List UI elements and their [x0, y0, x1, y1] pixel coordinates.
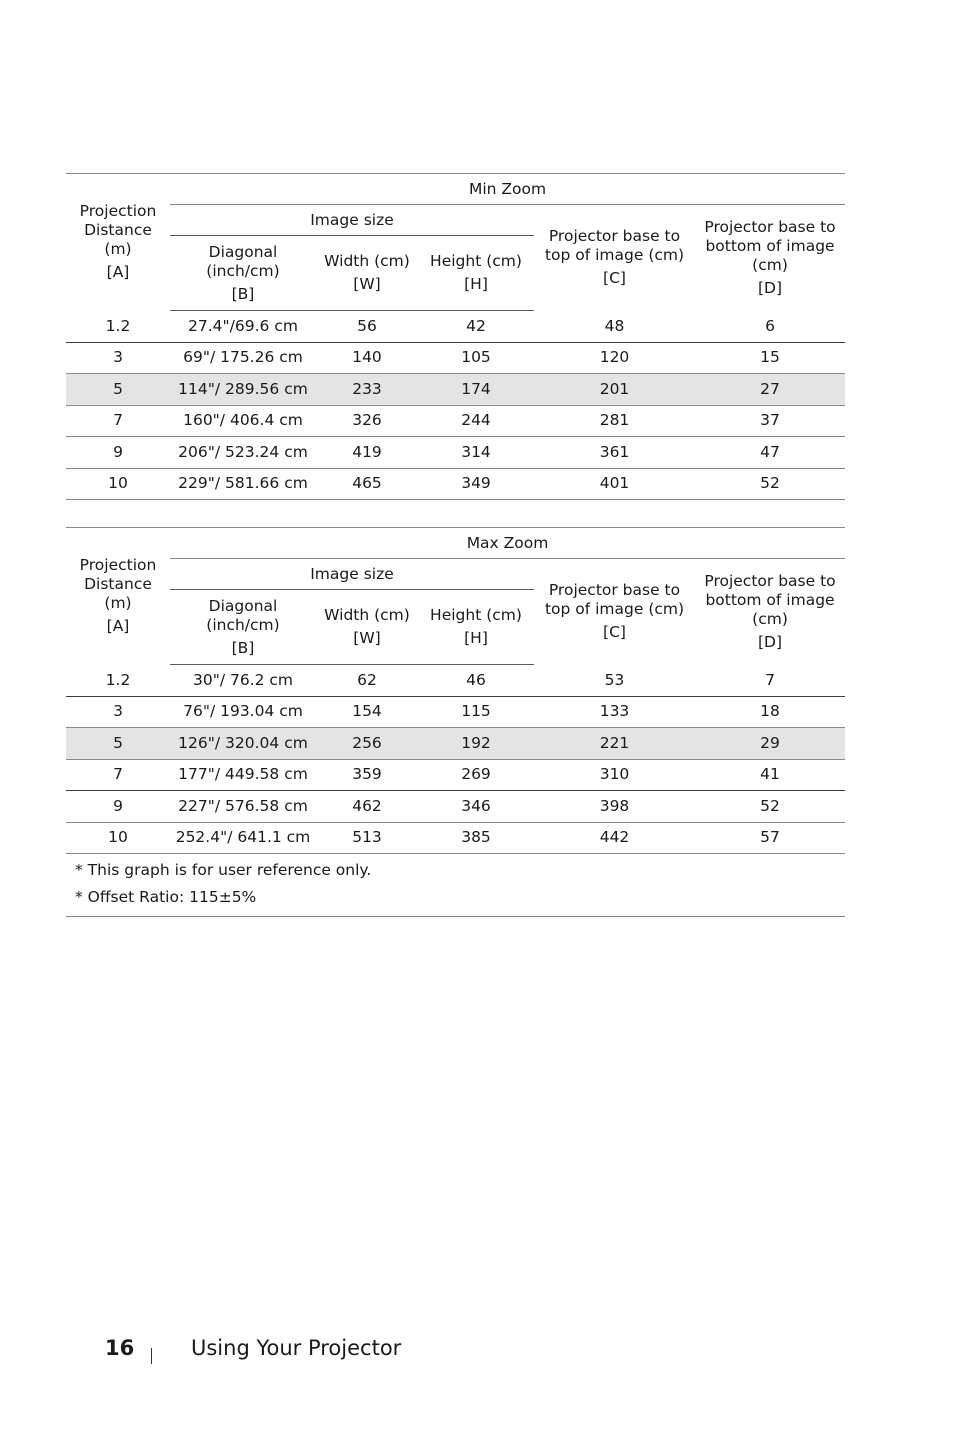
cell-top: 201 — [534, 374, 695, 406]
header-diagonal: Diagonal (inch/cm) [B] — [170, 590, 316, 665]
cell-top: 120 — [534, 342, 695, 374]
cell-top: 310 — [534, 759, 695, 791]
cell-distance: 7 — [66, 759, 170, 791]
cell-top: 221 — [534, 728, 695, 760]
cell-distance: 9 — [66, 791, 170, 823]
cell-distance: 3 — [66, 342, 170, 374]
cell-diagonal: 177"/ 449.58 cm — [170, 759, 316, 791]
cell-width: 513 — [316, 822, 418, 854]
table-row — [66, 728, 845, 760]
cell-height: 346 — [418, 791, 534, 823]
cell-top: 398 — [534, 791, 695, 823]
cell-bottom: 6 — [695, 311, 845, 343]
header-projection-distance: Projection Distance (m) [A] — [66, 174, 170, 311]
section-title: Using Your Projector — [191, 1336, 402, 1360]
cell-distance: 1.2 — [66, 665, 170, 697]
note-reference: * This graph is for user reference only. — [75, 861, 372, 879]
cell-width: 256 — [316, 728, 418, 760]
cell-height: 46 — [418, 665, 534, 697]
cell-height: 115 — [418, 696, 534, 728]
cell-height: 269 — [418, 759, 534, 791]
cell-distance: 10 — [66, 468, 170, 500]
cell-width: 359 — [316, 759, 418, 791]
header-image-size: Image size — [170, 205, 534, 236]
table-row — [66, 311, 845, 343]
cell-diagonal: 126"/ 320.04 cm — [170, 728, 316, 760]
cell-distance: 7 — [66, 405, 170, 437]
table-row — [66, 468, 845, 500]
cell-height: 105 — [418, 342, 534, 374]
cell-width: 326 — [316, 405, 418, 437]
page-number: 16 — [105, 1336, 135, 1360]
cell-bottom: 47 — [695, 437, 845, 469]
header-height: Height (cm) [H] — [418, 590, 534, 665]
cell-bottom: 37 — [695, 405, 845, 437]
cell-width: 233 — [316, 374, 418, 406]
cell-diagonal: 229"/ 581.66 cm — [170, 468, 316, 500]
cell-top: 48 — [534, 311, 695, 343]
header-bottom-of-image: Projector base to bottom of image (cm) [D] — [704, 571, 836, 651]
cell-bottom: 15 — [695, 342, 845, 374]
cell-top: 53 — [534, 665, 695, 697]
footer-divider — [151, 1348, 152, 1364]
cell-width: 465 — [316, 468, 418, 500]
cell-height: 42 — [418, 311, 534, 343]
cell-distance: 3 — [66, 696, 170, 728]
header-width: Width (cm) [W] — [316, 236, 418, 311]
table-row — [66, 665, 845, 697]
header-projection-distance: Projection Distance (m) [A] — [66, 528, 170, 665]
cell-diagonal: 30"/ 76.2 cm — [170, 665, 316, 697]
header-diagonal: Diagonal (inch/cm) [B] — [170, 236, 316, 311]
cell-bottom: 29 — [695, 728, 845, 760]
table-notes — [66, 853, 845, 917]
zoom-label: Max Zoom — [170, 528, 845, 559]
cell-width: 462 — [316, 791, 418, 823]
cell-top: 401 — [534, 468, 695, 500]
header-image-size: Image size — [170, 559, 534, 590]
header-top-of-image: Projector base to top of image (cm) [C] — [544, 227, 685, 288]
min-zoom-table — [66, 173, 845, 500]
cell-width: 62 — [316, 665, 418, 697]
cell-diagonal: 227"/ 576.58 cm — [170, 791, 316, 823]
cell-height: 192 — [418, 728, 534, 760]
cell-diagonal: 76"/ 193.04 cm — [170, 696, 316, 728]
header-top-of-image: Projector base to top of image (cm) [C] — [544, 581, 685, 642]
cell-distance: 5 — [66, 374, 170, 406]
cell-width: 140 — [316, 342, 418, 374]
table-row — [66, 437, 845, 469]
table-row — [66, 791, 845, 823]
cell-diagonal: 27.4"/69.6 cm — [170, 311, 316, 343]
cell-top: 281 — [534, 405, 695, 437]
table-row — [66, 405, 845, 437]
cell-width: 154 — [316, 696, 418, 728]
cell-height: 349 — [418, 468, 534, 500]
cell-bottom: 52 — [695, 468, 845, 500]
header-height: Height (cm) [H] — [418, 236, 534, 311]
header-width: Width (cm) [W] — [316, 590, 418, 665]
cell-width: 56 — [316, 311, 418, 343]
table-row — [66, 342, 845, 374]
cell-bottom: 27 — [695, 374, 845, 406]
cell-height: 244 — [418, 405, 534, 437]
cell-diagonal: 160"/ 406.4 cm — [170, 405, 316, 437]
table-row — [66, 759, 845, 791]
cell-width: 419 — [316, 437, 418, 469]
table-row — [66, 696, 845, 728]
cell-distance: 9 — [66, 437, 170, 469]
cell-bottom: 57 — [695, 822, 845, 854]
cell-diagonal: 206"/ 523.24 cm — [170, 437, 316, 469]
max-zoom-table — [66, 527, 845, 854]
zoom-label: Min Zoom — [170, 174, 845, 205]
cell-distance: 1.2 — [66, 311, 170, 343]
cell-diagonal: 114"/ 289.56 cm — [170, 374, 316, 406]
table-row — [66, 822, 845, 854]
header-bottom-of-image: Projector base to bottom of image (cm) [D] — [704, 217, 836, 297]
cell-distance: 5 — [66, 728, 170, 760]
cell-distance: 10 — [66, 822, 170, 854]
cell-bottom: 52 — [695, 791, 845, 823]
cell-bottom: 18 — [695, 696, 845, 728]
cell-bottom: 41 — [695, 759, 845, 791]
cell-height: 314 — [418, 437, 534, 469]
cell-top: 133 — [534, 696, 695, 728]
cell-height: 174 — [418, 374, 534, 406]
cell-height: 385 — [418, 822, 534, 854]
cell-top: 442 — [534, 822, 695, 854]
note-offset-ratio: * Offset Ratio: 115±5% — [75, 888, 257, 906]
cell-diagonal: 69"/ 175.26 cm — [170, 342, 316, 374]
table-row — [66, 374, 845, 406]
cell-top: 361 — [534, 437, 695, 469]
cell-bottom: 7 — [695, 665, 845, 697]
cell-diagonal: 252.4"/ 641.1 cm — [170, 822, 316, 854]
